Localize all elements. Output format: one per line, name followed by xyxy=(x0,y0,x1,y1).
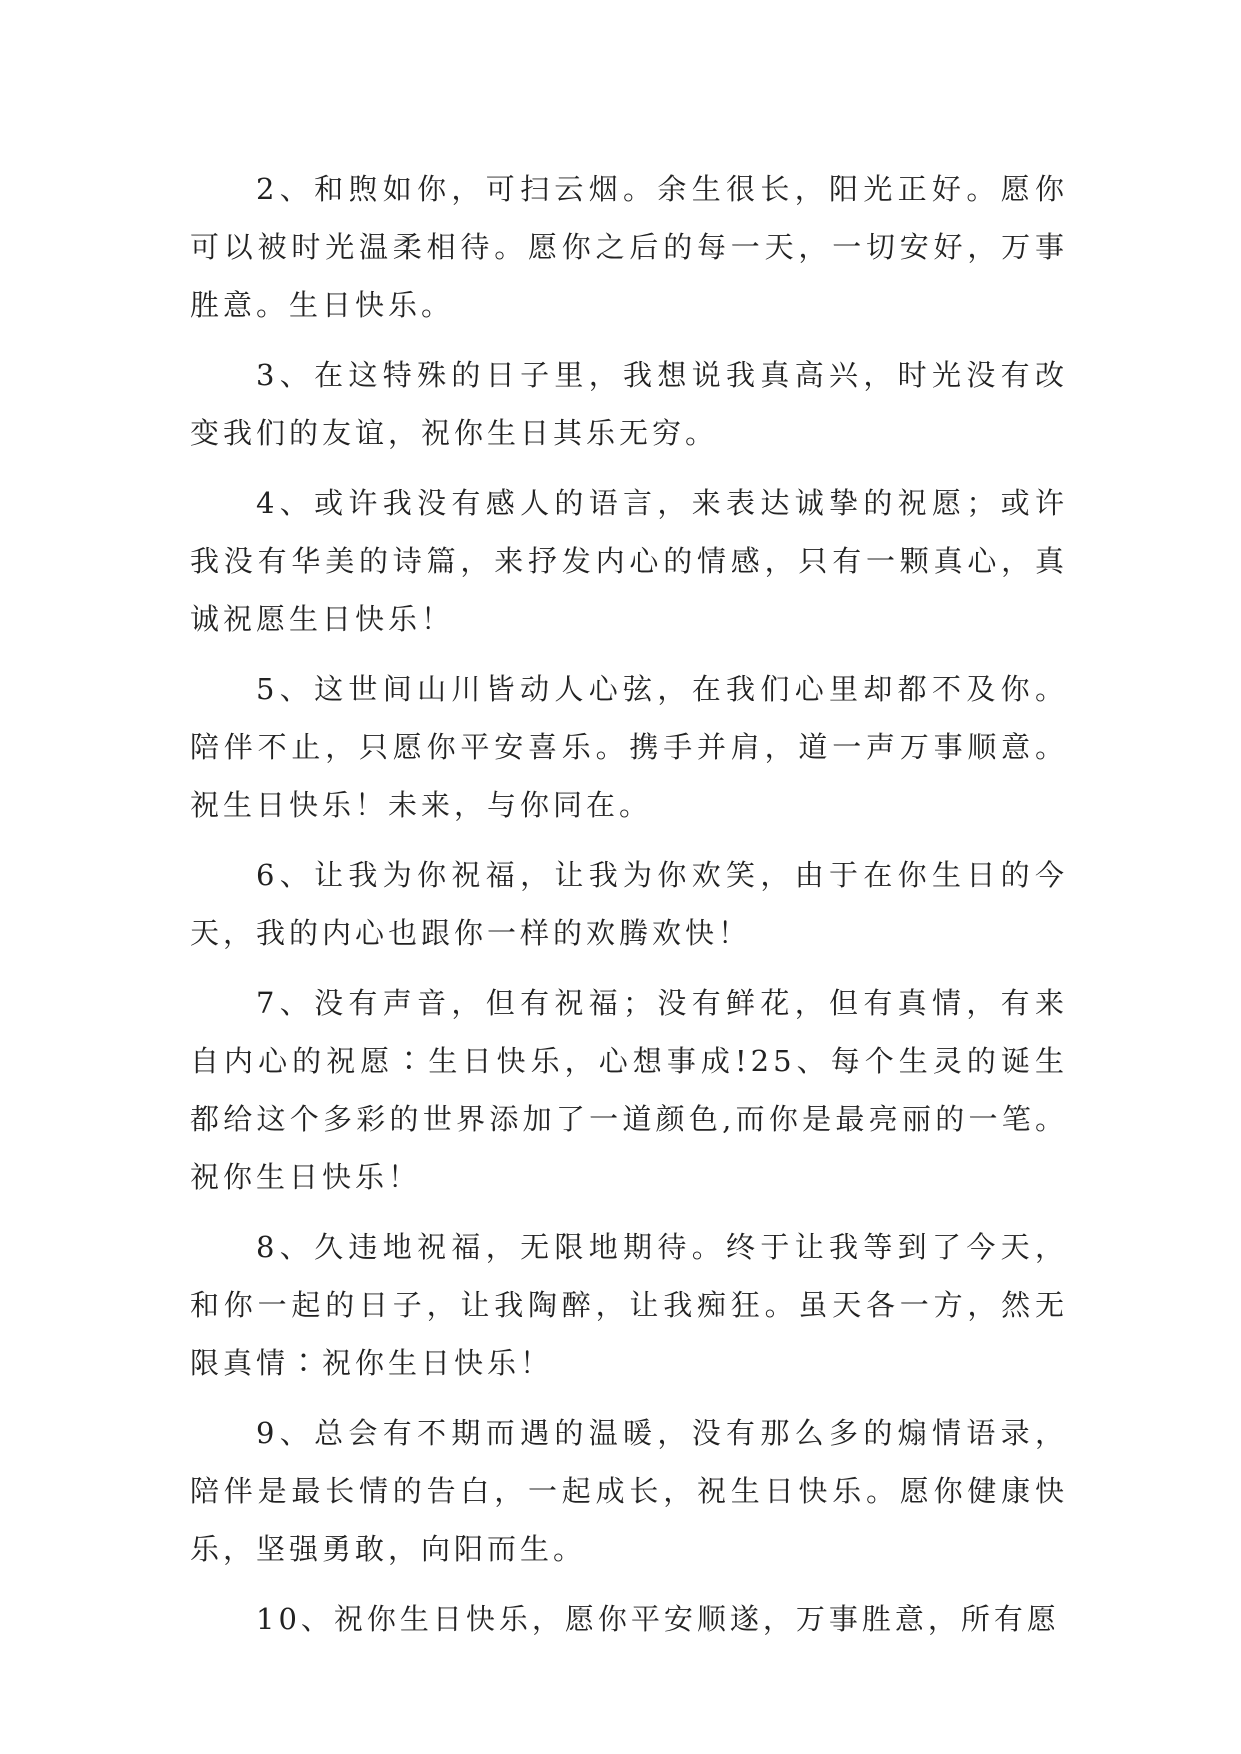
document-body xyxy=(190,160,1068,1660)
paragraph-4: 4、或许我没有感人的语言，来表达诚挚的祝愿；或许我没有华美的诗篇，来抒发内心的情感，只有一颗真心，真诚祝愿生日快乐！ xyxy=(190,486,1068,636)
paragraph-5: 5、这世间山川皆动人心弦，在我们心里却都不及你。陪伴不止，只愿你平安喜乐。携手并肩，道一声万事顺意。祝生日快乐！未来，与你同在。 xyxy=(190,672,1068,822)
paragraph-2: 2、和煦如你，可扫云烟。余生很长，阳光正好。愿你可以被时光温柔相待。愿你之后的每一天，一切安好，万事胜意。生日快乐。 xyxy=(190,172,1068,322)
paragraph-3: 3、在这特殊的日子里，我想说我真高兴，时光没有改变我们的友谊，祝你生日其乐无穷。 xyxy=(190,358,1068,450)
paragraph-6: 6、让我为你祝福，让我为你欢笑，由于在你生日的今天，我的内心也跟你一样的欢腾欢快！ xyxy=(190,858,1068,950)
paragraph-10: 10、祝你生日快乐，愿你平安顺遂，万事胜意，所有愿 xyxy=(256,1602,1060,1636)
paragraph-8: 8、久违地祝福，无限地期待。终于让我等到了今天，和你一起的日子，让我陶醉，让我痴狂。虽天各一方，然无限真情∶祝你生日快乐！ xyxy=(190,1230,1068,1380)
paragraph-9: 9、总会有不期而遇的温暖，没有那么多的煽情语录，陪伴是最长情的告白，一起成长，祝生日快乐。愿你健康快乐，坚强勇敢，向阳而生。 xyxy=(190,1416,1068,1566)
paragraph-7: 7、没有声音，但有祝福；没有鲜花，但有真情，有来自内心的祝愿∶生日快乐，心想事成!25、每个生灵的诞生都给这个多彩的世界添加了一道颜色,而你是最亮丽的一笔。祝你生日快乐！ xyxy=(190,986,1068,1194)
